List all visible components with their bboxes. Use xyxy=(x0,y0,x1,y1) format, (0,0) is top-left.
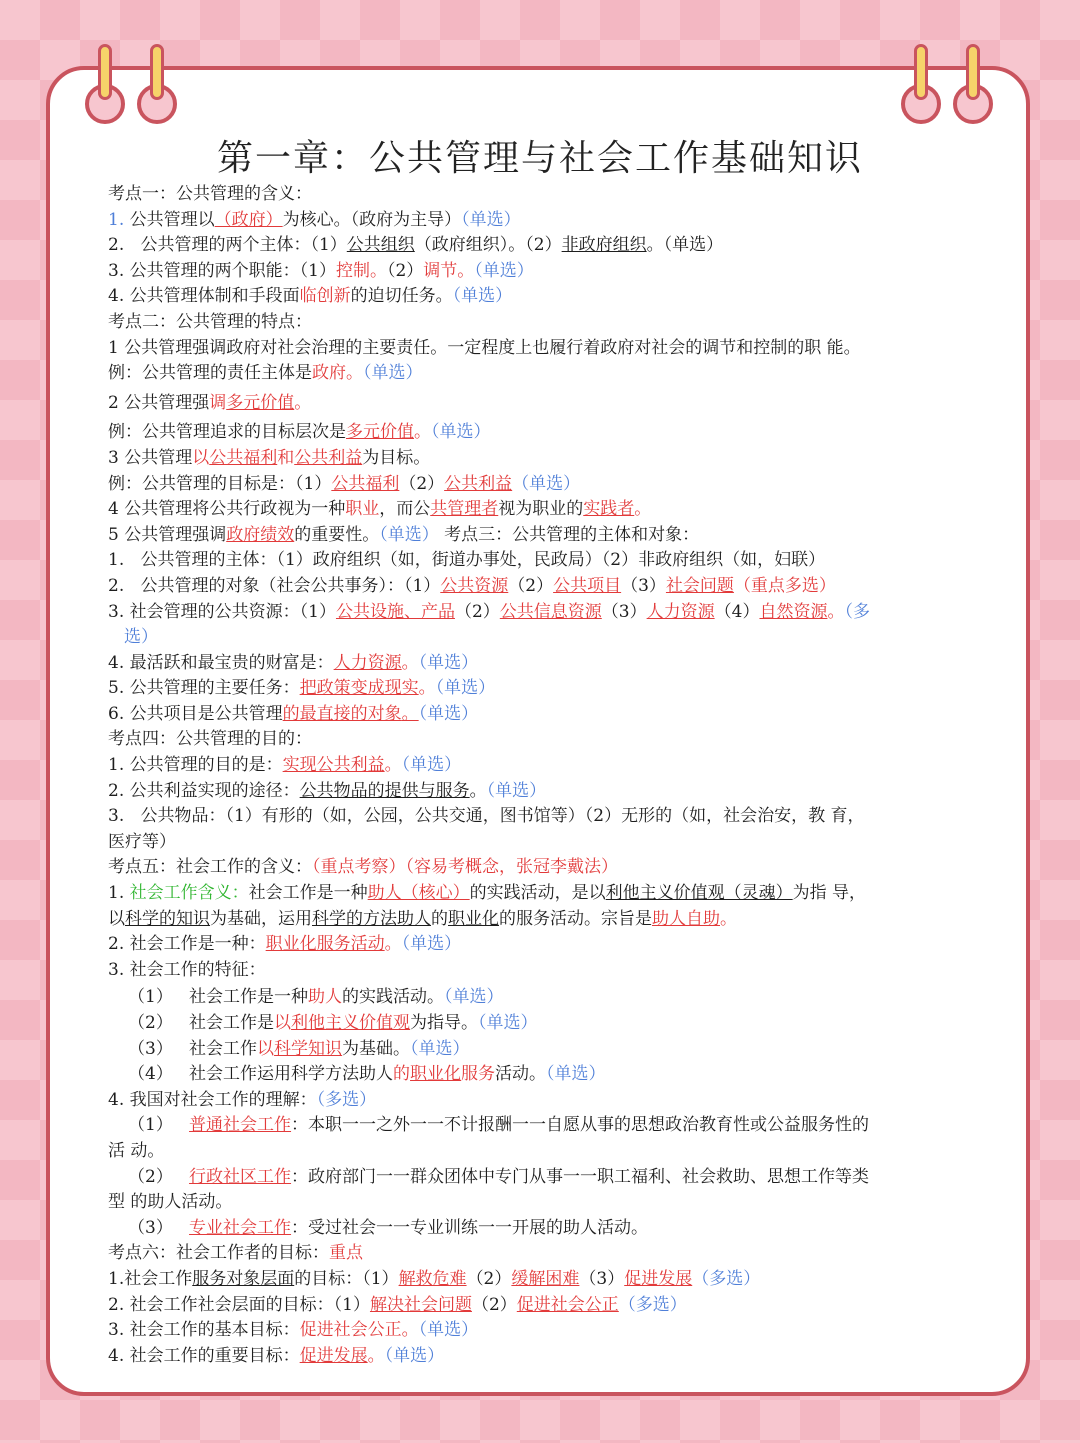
section-heading: 考点六：社会工作者的目标：重点 xyxy=(108,1243,363,1264)
list-item: 3. 公共物品：（1）有形的（如，公园，公共交通，图书馆等）（2）无形的（如，社会治安，教 育， xyxy=(108,806,865,827)
list-item: 3 公共管理以公共福利和公共利益为目标。 xyxy=(108,447,431,468)
list-item: 2 公共管理强调多元价值。 xyxy=(108,392,312,413)
understanding-item: （2） 行政社区工作：政府部门一一群众团体中专门从事一一职工福利、社会救助、思想工作等类 xyxy=(128,1166,870,1187)
list-item: 2. 公共管理的对象（社会公共事务）：（1）公共资源（2）公共项目（3）社会问题（重点多选） xyxy=(108,575,836,596)
feature-item: （3） 社会工作以科学知识为基础。（单选） xyxy=(128,1038,470,1059)
list-item-continued: 选） xyxy=(124,627,158,648)
binder-ring-icon xyxy=(146,44,168,116)
section-heading: 考点一：公共管理的含义： xyxy=(108,184,312,204)
list-item: 1. 公共管理以（政府）为核心。（政府为主导）（单选） xyxy=(108,209,521,230)
list-item: 3. 社会工作的基本目标：促进社会公正。（单选） xyxy=(108,1320,479,1341)
list-item: 1. 公共管理的目的是：实现公共利益。（单选） xyxy=(108,755,462,776)
list-item: 6. 公共项目是公共管理的最直接的对象。（单选） xyxy=(108,703,479,724)
list-item: 3. 社会工作的特征： xyxy=(108,959,266,980)
example-line: 例：公共管理的目标是：（1）公共福利（2）公共利益（单选） xyxy=(108,473,581,494)
binder-ring-icon xyxy=(962,44,984,116)
list-item: 1. 社会工作含义：社会工作是一种助人（核心）的实践活动，是以利他主义价值观（灵魂）为指 导， xyxy=(108,883,867,904)
notes-body xyxy=(108,182,968,1369)
page-title: 第一章：公共管理与社会工作基础知识 xyxy=(216,138,863,179)
list-item: 2. 公共管理的两个主体：（1）公共组织（政府组织）。（2）非政府组织。（单选） xyxy=(108,235,724,256)
list-item: 4. 公共管理体制和手段面临创新的迫切任务。（单选） xyxy=(108,286,513,307)
list-item-continued: 型 的助人活动。 xyxy=(108,1192,233,1213)
list-item: 3. 社会管理的公共资源：（1）公共设施、产品（2）公共信息资源（3）人力资源（4）自然资源。（多 xyxy=(108,601,870,622)
list-item: 4 公共管理将公共行政视为一种职业，而公共管理者视为职业的实践者。 xyxy=(108,499,652,520)
list-item: 5. 公共管理的主要任务：把政策变成现实。（单选） xyxy=(108,678,496,699)
list-item: 5 公共管理强调政府绩效的重要性。（单选） 考点三：公共管理的主体和对象： xyxy=(108,524,700,545)
feature-item: （1） 社会工作是一种助人的实践活动。（单选） xyxy=(128,987,504,1008)
binder-ring-icon xyxy=(94,44,116,116)
list-item-continued: 活 动。 xyxy=(108,1140,165,1161)
feature-item: （4） 社会工作运用科学方法助人的职业化服务活动。（单选） xyxy=(128,1064,606,1085)
list-item: 1 公共管理强调政府对社会治理的主要责任。一定程度上也履行着政府对社会的调节和控制的职 能。 xyxy=(108,337,861,358)
list-item: 4. 最活跃和最宝贵的财富是：人力资源。（单选） xyxy=(108,652,479,673)
example-line: 例：公共管理的责任主体是政府。（单选） xyxy=(108,363,423,384)
list-item: 4. 社会工作的重要目标：促进发展。（单选） xyxy=(108,1345,445,1366)
binder-ring-icon xyxy=(910,44,932,116)
section-heading: 考点四：公共管理的目的： xyxy=(108,729,312,750)
section-heading: 考点二：公共管理的特点： xyxy=(108,311,312,332)
list-item: 1. 公共管理的主体：（1）政府组织（如，街道办事处，民政局）（2）非政府组织（如，妇联） xyxy=(108,550,826,571)
example-line: 例：公共管理追求的目标层次是多元价值。（单选） xyxy=(108,422,491,443)
list-item: 4. 我国对社会工作的理解：（多选） xyxy=(108,1089,377,1110)
understanding-item: （3） 专业社会工作：受过社会一一专业训练一一开展的助人活动。 xyxy=(128,1217,649,1238)
list-item-continued: 以科学的知识为基础，运用科学的方法助人的职业化的服务活动。宗旨是助人自助。 xyxy=(108,908,737,929)
list-item: 3. 公共管理的两个职能：（1）控制。（2）调节。（单选） xyxy=(108,260,534,281)
section-heading: 考点五：社会工作的含义：（重点考察）（容易考概念，张冠李戴法） xyxy=(108,857,618,878)
feature-item: （2） 社会工作是以利他主义价值观为指导。（单选） xyxy=(128,1013,538,1033)
list-item: 2. 社会工作是一种：职业化服务活动。（单选） xyxy=(108,934,462,955)
list-item: 2. 公共利益实现的途径：公共物品的提供与服务。（单选） xyxy=(108,780,547,801)
list-item: 1.社会工作服务对象层面的目标：（1）解救危难（2）缓解困难（3）促进发展（多选） xyxy=(108,1268,761,1289)
list-item-continued: 医疗等） xyxy=(108,831,176,852)
understanding-item: （1） 普通社会工作：本职一一之外一一不计报酬一一自愿从事的思想政治教育性或公益服务性的 xyxy=(128,1115,870,1136)
list-item: 2. 社会工作社会层面的目标：（1）解决社会问题（2）促进社会公正（多选） xyxy=(108,1294,687,1315)
